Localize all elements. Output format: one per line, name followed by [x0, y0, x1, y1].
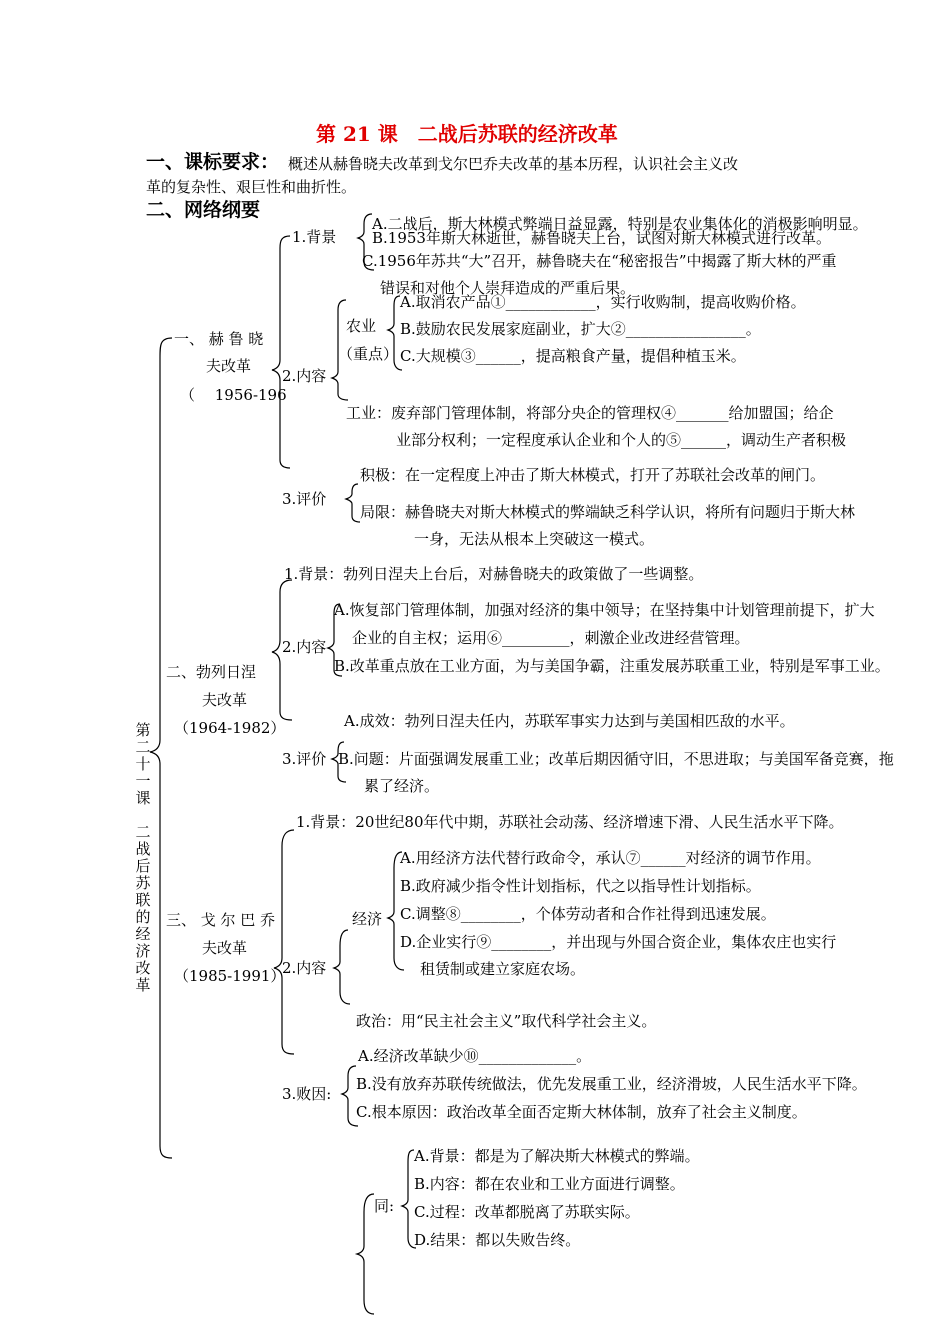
gb-fail-c: C.根本原因：政治改革全面否定斯大林体制，放弃了社会主义制度。: [356, 1103, 807, 1121]
khrushchev-label-line1: 一、 赫 鲁 晓: [174, 330, 264, 348]
gb-econ-d-cont: 租赁制或建立家庭农场。: [420, 960, 586, 978]
kh-agri-c: C.大规模③______，提高粮食产量，提倡种植玉米。: [400, 347, 746, 365]
gb-fail-label: 3.败因:: [282, 1085, 332, 1103]
kh-eval-limit: 局限：赫鲁晓夫对斯大林模式的弊端缺乏科学认识，将所有问题归于斯大林: [360, 503, 856, 521]
kh-bg-b: B.1953年斯大林逝世，赫鲁晓夫上台，试图对斯大林模式进行改革。: [372, 229, 831, 247]
gorbachev-bracket: [274, 830, 294, 1054]
kh-bg-c-cont: 错误和对他个人崇拜造成的严重后果。: [380, 279, 636, 297]
bz-content-label: 2.内容: [282, 638, 327, 656]
section1-heading: 一、课标要求：: [146, 151, 280, 173]
gorbachev-label-line1: 三、 戈 尔 巴 乔: [166, 911, 276, 929]
kh-agri-label-sub: （重点）: [338, 345, 399, 363]
gb-econ-c: C.调整⑧________，个体劳动者和合作社得到迅速发展。: [400, 905, 776, 923]
bz-content-a-cont: 企业的自主权；运用⑥_________，刺激企业改进经营管理。: [352, 629, 750, 647]
kh-industry-line2: 业部分权利；一定程度承认企业和个人的⑤______，调动生产者积极: [396, 431, 847, 449]
bz-eval-b-cont: 累了经济。: [364, 777, 440, 795]
kh-industry-line1: 工业：废弃部门管理体制，将部分央企的管理权④_______给加盟国；给企: [346, 404, 834, 422]
vertical-lesson-title: 第 二 十 一 课 二 战 后 苏 联 的 经 济 改 革: [135, 721, 151, 994]
compare-same-label: 同:: [374, 1197, 395, 1215]
compare-same-d: D.结果：都以失败告终。: [414, 1231, 581, 1249]
kh-eval-limit-cont: 一身，无法从根本上突破这一模式。: [414, 530, 655, 548]
gorbachev-label-line3: （1985-1991）: [174, 967, 286, 985]
bz-eval-a: A.成效：勃列日涅夫任内，苏联军事实力达到与美国相匹敌的水平。: [344, 712, 795, 730]
kh-agri-label: 农业: [346, 317, 377, 335]
gb-fail-b: B.没有放弃苏联传统做法，优先发展重工业，经济滑坡，人民生活水平下降。: [356, 1075, 867, 1093]
compare-bracket: [357, 1194, 374, 1314]
kh-agri-a: A.取消农产品①____________，实行收购制，提高收购价格。: [400, 293, 806, 311]
page-title: 第 21 课 二战后苏联的经济改革: [316, 122, 618, 146]
kh-background-label: 1.背景: [292, 228, 337, 246]
brezhnev-label-line2: 夫改革: [202, 691, 248, 709]
brezhnev-label-line3: （1964-1982）: [174, 719, 286, 737]
khrushchev-bracket: [272, 236, 290, 468]
compare-same-a: A.背景：都是为了解决斯大林模式的弊端。: [414, 1147, 700, 1165]
gb-content-bracket: [334, 930, 350, 1004]
kh-bg-a: A.二战后，斯大林模式弊端日益显露，特别是农业集体化的消极影响明显。: [372, 215, 868, 233]
gorbachev-label-line2: 夫改革: [202, 939, 248, 957]
gb-background: 1.背景：20世纪80年代中期，苏联社会动荡、经济增速下滑、人民生活水平下降。: [296, 813, 844, 831]
gb-econ-d: D.企业实行⑨________，并出现与外国合资企业，集体农庄也实行: [400, 933, 837, 951]
bz-background: 1.背景：勃列日涅夫上台后，对赫鲁晓夫的政策做了一些调整。: [284, 565, 704, 583]
khrushchev-label-line3: （ 1956-196: [180, 386, 287, 404]
section1-text-line2: 革的复杂性、艰巨性和曲折性。: [146, 178, 357, 196]
bz-content-b: B.改革重点放在工业方面，为与美国争霸，注重发展苏联重工业，特别是军事工业。: [334, 657, 890, 675]
bz-eval-b: B.问题：片面强调发展重工业；改革后期因循守旧，不思进取；与美国军备竞赛，拖: [338, 750, 894, 768]
section1-text-line1: 概述从赫鲁晓夫改革到戈尔巴乔夫改革的基本历程，认识社会主义改: [288, 155, 739, 173]
gb-econ-b: B.政府减少指令性计划指标，代之以指导性计划指标。: [400, 877, 761, 895]
compare-same-c: C.过程：改革都脱离了苏联实际。: [414, 1203, 640, 1221]
kh-eval-label: 3.评价: [282, 490, 327, 508]
kh-agri-b: B.鼓励农民发展家庭副业，扩大②________________。: [400, 320, 761, 338]
kh-content-label: 2.内容: [282, 367, 327, 385]
khrushchev-label-line2: 夫改革: [206, 357, 252, 375]
kh-bg-c: C.1956年苏共“大”召开，赫鲁晓夫在“秘密报告”中揭露了斯大林的严重: [362, 252, 837, 270]
gb-econ-label: 经济: [352, 910, 383, 928]
gb-fail-a: A.经济改革缺少⑩_____________。: [358, 1047, 592, 1065]
brezhnev-label-line1: 二、勃列日涅: [166, 663, 257, 681]
compare-same-b: B.内容：都在农业和工业方面进行调整。: [414, 1175, 685, 1193]
kh-eval-positive: 积极：在一定程度上冲击了斯大林模式，打开了苏联社会改革的闸门。: [360, 466, 826, 484]
gb-content-label: 2.内容: [282, 959, 327, 977]
main-bracket: [150, 338, 172, 1158]
gb-econ-a: A.用经济方法代替行政命令，承认⑦______对经济的调节作用。: [400, 849, 821, 867]
section2-heading: 二、网络纲要: [146, 199, 261, 221]
bz-content-a: A.恢复部门管理体制，加强对经济的集中领导；在坚持集中计划管理前提下，扩大: [334, 601, 875, 619]
gb-politics: 政治：用“民主社会主义”取代科学社会主义。: [356, 1012, 657, 1030]
kh-eval-bracket: [346, 484, 360, 522]
bz-eval-label: 3.评价: [282, 750, 327, 768]
